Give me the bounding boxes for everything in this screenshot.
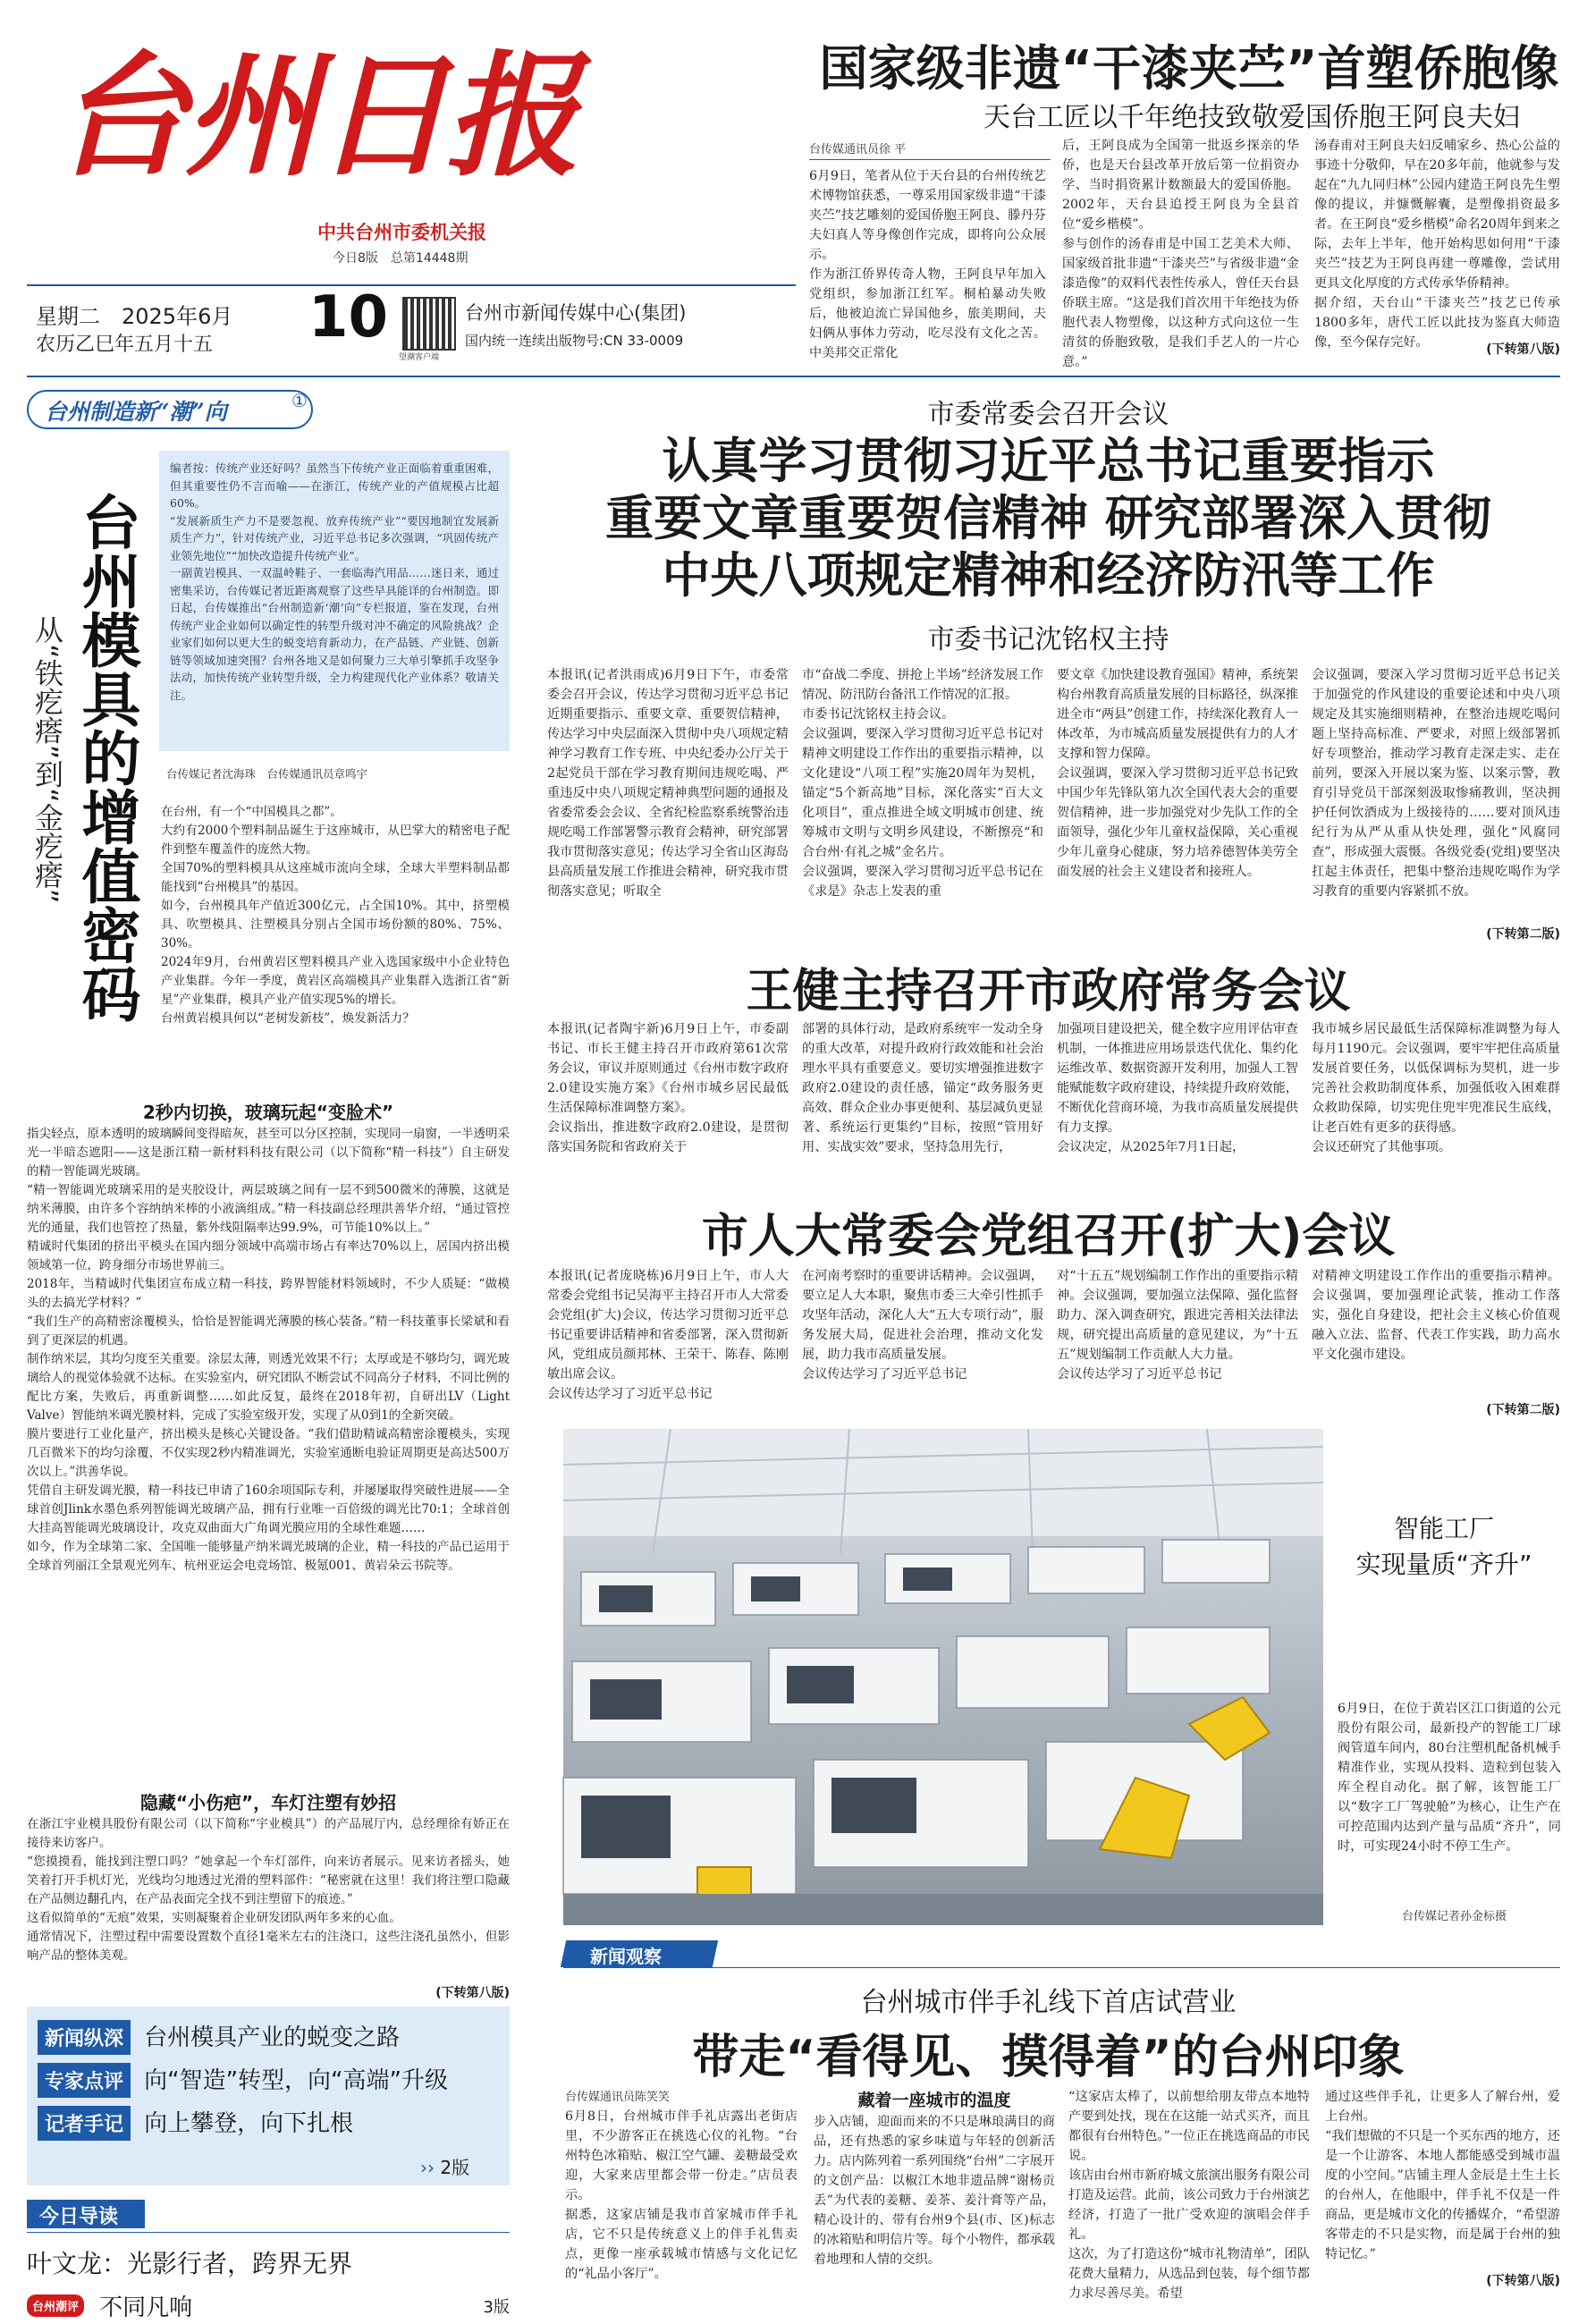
lead-kicker: 市委常委会召开会议 — [927, 399, 1169, 430]
masthead-issue: 今日8版 总第14448期 — [333, 251, 469, 266]
npc-title: 市人大常委会党组召开(扩大)会议 — [701, 1210, 1396, 1263]
observe-col2-heading: 藏着一座城市的温度 — [857, 2091, 1011, 2110]
observe-next[interactable]: (下转第八版) — [1486, 2274, 1560, 2288]
masthead-logo — [54, 36, 577, 215]
feature-series-number: ① — [291, 390, 308, 411]
observe-col-4: 通过这些伴手礼，让更多人了解台州，爱上台州。 “我们想做的不只是一个买东西的地方，还是一个让游客、本地人都能感受到城市温度的小空间。”店铺主理人金辰是土生土长的台州人，在他眼中，伴手礼不仅是一件商品，更是城市文化的传播媒介，“希望游客带走的不只是实物，而是属于台州的独特记忆。” — [1325, 2090, 1560, 2261]
feature-section-2-body: 在浙江宇业模具股份有限公司（以下简称“宇业模具”）的产品展厅内，总经理徐有娇正在接待来访客户。 “您摸摸看，能找到注塑口吗？”她拿起一个车灯部件，向来访者展示。见来访者摇头，她笑着打开手机灯光，光线均匀地透过光滑的塑料部件：“秘密就在这里！我们将注塑口隐藏在产品侧边翻孔内，在产品表面完全找不到注塑留下的痕迹。” 这看似简单的“无痕”效果，实则凝聚着企业研发团队两年多来的心血。 通常情况下，注塑过程中需要设置数个直径1毫米左右的注浇口，这些注浇孔虽然小，但影响产品的整体美观。 — [27, 1817, 510, 1963]
photo-caption: 6月9日，在位于黄岩区江口街道的公元股份有限公司，最新投产的智能工厂球阀管道车间内，80台注塑机配备机械手精准作业，实现从投料、造粒到包装入库全程自动化。据了解，该智能工厂以“数字工厂驾驶舱”为核心，让生产在可控范围内达到产量与品质“齐升”，同时，可实现24小时不停工生产。 — [1338, 1702, 1561, 1854]
guide-item-1[interactable] — [27, 2244, 510, 2280]
gov-title: 王健主持召开市政府常务会议 — [746, 965, 1351, 1018]
qr-code-icon[interactable] — [402, 297, 456, 351]
guide-title: 今日导读 — [39, 2206, 119, 2228]
feature-section-1-title: 2秒内切换，玻璃玩起“变脸术” — [142, 1102, 394, 1123]
npc-col-1: 本报讯(记者庞晓栋)6月9日上午，市人大常委会党组书记吴海平主持召开市人大常委会党组(扩大)会议，传达学习贯彻习近平总书记重要讲话精神和省委部署，深入贯彻新风，党组成员颜邦林、王荣干、陈春、陈刚敏出席会议。 会议传达学习了习近平总书记 — [547, 1269, 789, 1401]
masthead-day: 10 — [308, 284, 389, 351]
npc-col-2: 在河南考察时的重要讲话精神。会议强调，要立足人大本职，聚焦市委三大牵引性抓手攻坚年活动，深化人大“五大专项行动”，服务发展大局，促进社会治理，推动文化发展，助力我市高质量发展。 会议传达学习了习近平总书记 — [802, 1269, 1043, 1382]
guide-item-page: 3版 — [483, 2298, 510, 2317]
guide-item-text: 叶文龙：光影行者，跨界无界 — [27, 2249, 353, 2278]
guide-divider — [27, 2232, 510, 2233]
feature-vertical-subtitle: 从“铁疙瘩”到“金疙瘩” — [30, 615, 64, 904]
top-story-col-1: 6月9日，笔者从位于天台县的台州传统艺术博物馆获悉，一尊采用国家级非遗“干漆夹苎”技艺雕刻的爱国侨胞王阿良、滕丹芬夫妇真人等身像创作完成，即将向公众展示。 作为浙江侨界传奇人物，王阿良早年加入党组织，参加浙江红军。桐柏暴动失败后，他被迫流亡异国他乡，旅美期间，夫妇俩从事体力劳动，吃尽没有文化之苦。中美邦交正常化 — [809, 169, 1046, 360]
masthead-weekday: 星期二 2025年6月 — [36, 304, 233, 329]
npc-col-4: 对精神文明建设工作作出的重要指示精神。会议强调，要加强理论武装，推动工作落实，强化自身建设，把社会主义核心价值观融入立法、监督、代表工作实践，助力高水平文化强市建设。 — [1312, 1269, 1560, 1362]
newspaper-title: 台州日报 — [54, 38, 577, 195]
feature-section-1-body: 指尖轻点，原本透明的玻璃瞬间变得暗灰，甚至可以分区控制，实现同一扇窗，一半透明采光一半暗态遮阳——这是浙江精一新材料科技有限公司（以下简称“精一科技”）自主研发的精一智能调光玻璃。 “精一智能调光玻璃采用的是夹胶设计，两层玻璃之间有一层不到500微米的薄膜，这就是纳米薄膜，由许多个容纳纳米棒的小液滴组成。”精一科技副总经理洪善华介绍，“通过管控光的通量，我们也管控了热量，紫外线阻隔率达99.9%，可节能10%以上。” 精诚时代集团的挤出平模头在国内细分领域中高端市场占有率达70%以上，居国内挤出模领域第一位，跨身细分市场世界前三。 2018年，当精诚时代集团宣布成立精一科技，跨界智能材料领域时，不少人质疑：“做模头的去搞光学材料？” “我们生产的高精密涂覆模头，恰恰是智能调光薄膜的核心装备。”精一科技董事长梁斌和看到了更深层的机遇。 制作纳米层，其均匀度至关重要。涂层太薄，则透光效果不行；太厚或是不够均匀，调光玻璃给人的视觉体验就不达标。在实验室内，研究团队不断尝试不同高分子材料，不同比例的配比方案，失败后，再重新调整……如此反复，最终在2018年初，自研出LV（Light Valve）智能纳米调光膜材料，完成了实验室级开发，实现了从0到1的全新突破。 膜片要进行工业化量产，挤出模头是核心关键设备。“我们借助精诚高精密涂覆模头，实现几百微米下的均匀涂覆，不仅实现2秒内精准调光，实验室通断电验证周期更是高达500万次以上。”洪善华说。 凭借自主研发调光膜，精一科技已申请了160余项国际专利，并屡屡取得突破性进展——全球首创Jlink水墨色系列智能调光玻璃产品，拥有行业唯一百倍级的调光比70:1；全球首创大挂高智能调光玻璃设计，攻克双曲面大广角调光膜应用的全球性难题…… 如今，作为全球第二家、全国唯一能够量产纳米调光玻璃的企业，精一科技的产品已运用于全球首列丽江全景观光列车、杭州亚运会电竞场馆、极氪001、黄岩朵云书院等。 — [27, 1127, 510, 1573]
feature-editor-note: 编者按：传统产业还好吗？虽然当下传统产业正面临着重重困难，但其重要性仍不言而喻——在浙江，传统产业的产值规模占比超60%。 “发展新质生产力不是要忽视、放弃传统产业”“要因地制宜发展新质生产力”，针对传统产业，习近平总书记多次强调，“巩固传统产业领先地位”“加快改造提升传统产业”。 一副黄岩模具、一双温岭鞋子、一套临海汽用品……迷日来，通过密集采访，台传媒记者近距离观察了这些早具能详的台州制造。即日起，台传媒推出“台州制造新‘潮’向”专栏报道，鉴在发现，台州传统产业企业如何以确定性的转型升级对冲不确定的风险挑战？企业家们如何以更大生的蜕变培育新动力，在产品链、产业链、创新链等领域加速突围？台州各地又是如何聚力三大单引擎抓手攻坚争法动，加快传统产业转型升级，全力构建现代化产业体系？敬请关注。 — [159, 451, 510, 751]
gov-col-3: 加强项目建设把关，健全数字应用评估审查机制，一体推进应用场景迭代优化、集约化运维改革、数据资源开发利用，加强人工智能赋能数字政府建设，持续提升政府效能，不断优化营商环境，为我市高质量发展提供有力支撑。 会议决定，从2025年7月1日起， — [1057, 1022, 1298, 1154]
top-story-rule — [809, 159, 1051, 160]
masthead-divider — [27, 284, 796, 286]
npc-col-3: 对“十五五”规划编制工作作出的重要指示精神。会议强调，要加强立法保障、强化监督助力、深入调查研究，跟进完善相关法律法规，研究提出高质量的意见建议，为“十五五”规划编制工作贡献人大力量。 会议传达学习了习近平总书记 — [1057, 1269, 1298, 1382]
observe-col-2: 步入店铺，迎面而来的不只是琳琅满目的商品，还有热悉的家乡味道与年轻的创新活力。店内陈列着一系列围绕“台州”二字展开的文创产品：以椒江木地非遗品牌“谢杨贡丢”为代表的姜糖、姜茶、姜汁膏等产品，精心设计的、带有台州9个县(市、区)标志的冰箱贴和明信片等。每个小物件，都承载着地理和人情的交织。 — [814, 2115, 1055, 2267]
photo-caption-title: 智能工厂 实现量质“齐升” — [1355, 1514, 1532, 1579]
lead-col-1: 本报讯(记者洪雨成)6月9日下午，市委常委会召开会议，传达学习贯彻习近平总书记近期重要指示、重要文章、重要贺信精神，传达学习中央层面深入贯彻中央八项规定精神学习教育工作专班、中央纪委办公厅关于2起党员干部在学习教育期间违规吃喝、严重违反中央八项规定精神典型问题的通报及省委常委会会议、全省纪检监察系统警治违规吃喝工作部署警示教育会精神，研究部署我市贯彻落实意见；传达学习全省山区海岛县高质量发展工作推进会精神，研究我市贯彻落实意见；听取全 — [547, 668, 789, 899]
related-item-1[interactable] — [38, 2019, 502, 2055]
observe-rule — [563, 1967, 1560, 1968]
masthead-publisher: 台州市新闻传媒中心(集团) — [465, 302, 687, 324]
lead-title-line-2: 重要文章重要贺信精神 研究部署深入贯彻 — [605, 490, 1491, 546]
photo-credit: 台传媒记者孙金标摄 — [1402, 1910, 1507, 1923]
lead-next[interactable]: (下转第二版) — [1486, 927, 1560, 942]
lead-col-2: 市“奋战二季度、拼抢上半场”经济发展工作情况、防汛防台备汛工作情况的汇报。 市委书记沈铭权主持会议。 会议强调，要深入学习贯彻习近平总书记对精神文明建设工作作出的重要指示精神，以文化建设“八项工程”实施20周年为契机，锚定“5个新高地”目标，深化落实“百大文化项目”，重点推进全域文明城市创建、统筹城市文明与文明乡风建设，不断擦亮“和合台州·有礼之城”金名片。 会议强调，要深入学习贯彻习近平总书记在《求是》杂志上发表的重 — [802, 668, 1043, 899]
gov-col-2: 部署的具体行动，是政府系统牢一发动全身的重大改革，对提升政府行政效能和社会治理水平具有重要意义。要切实增强推进数字政府2.0建设的责任感，锚定“政务服务更高效、群众企业办事更便利、基层减负更显著、系统运行更集约”目标，按照“管用好用、实战实效”要求，坚持急用先行， — [802, 1022, 1043, 1154]
arrow-icon: ›› — [420, 2157, 435, 2178]
related-item-3[interactable] — [38, 2105, 502, 2141]
lead-col-3: 要文章《加快建设教育强国》精神，系统架构台州教育高质量发展的目标路径，纵深推进全市“两县”创建工作，持续深化教育人一体改革，为市城高质量发展提供有力的人才支撑和智力保障。 会议强调，要深入学习贯彻习近平总书记致中国少年先锋队第九次全国代表大会的重要贺信精神，进一步加强党对少先队工作的全面领导，强化少年儿童权益保障，关心重视少年儿童身心健康，努力培养德智体美劳全面发展的社会主义建设者和接班人。 — [1057, 668, 1298, 879]
feature-section-2-title: 隐藏“小伤疤”，车灯注塑有妙招 — [139, 1792, 397, 1813]
lead-title-line-3: 中央八项规定精神和经济防汛等工作 — [662, 547, 1435, 604]
related-item-2[interactable] — [38, 2062, 502, 2098]
lead-subtitle: 市委书记沈铭权主持 — [927, 624, 1169, 655]
feature-vertical-title: 台州模具的增值密码 — [72, 492, 140, 1023]
top-story-title: 国家级非遗“干漆夹苎”首塑侨胞像 — [819, 40, 1559, 97]
factory-photo — [563, 1429, 1323, 1925]
feature-next[interactable]: (下转第八版) — [435, 1986, 510, 2000]
qr-label: 望潮客户端 — [399, 353, 440, 362]
observe-title: 带走“看得见、摸得着”的台州印象 — [692, 2031, 1405, 2084]
related-tag: 专家点评 — [38, 2063, 131, 2098]
top-story-next[interactable]: (下转第八版) — [1486, 342, 1560, 357]
guide-badge: 台州潮评 — [27, 2294, 84, 2317]
observe-kicker: 台州城市伴手礼线下首店试营业 — [860, 1987, 1237, 2018]
related-text: 向“智造”转型，向“高端”升级 — [144, 2067, 448, 2094]
observe-tag: 新闻观察 — [590, 1946, 662, 1967]
observe-col-3: “这家店太棒了，以前想给朋友带点本地特产要到处找，现在在这能一站式买齐，而且都很有台州特色。”一位正在挑选商品的市民说。 该店由台州市新府城文旅演出服务有限公司打造及运营。此前，该公司致力于台州演艺经济，打造了一批广受欢迎的演唱会伴手礼。 这次，为了打造这份“城市礼物清单”，团队花费大量精力，从选品到包装，每个细节都力求尽善尽美。希望 — [1068, 2090, 1310, 2301]
gov-col-4: 我市城乡居民最低生活保障标准调整为每人每月1190元。会议强调，要牢牢把住高质量发展首要任务，以低保调标为契机，进一步完善社会救助制度体系，加强低收入困难群众救助保障，切实兜住兜牢兜准民生底线，让老百姓有更多的获得感。 会议还研究了其他事项。 — [1312, 1022, 1560, 1154]
guide-item-2[interactable] — [27, 2289, 510, 2321]
npc-next[interactable]: (下转第二版) — [1486, 1403, 1560, 1417]
top-story-col-3: 汤春甫对王阿良夫妇反哺家乡、热心公益的事迹十分敬仰，早在20多年前，他就参与发起在“九九同归林”公园内建造王阿良先生塑像的提议，并慷慨解囊，是塑像捐资最多者。在王阿良“爱乡楷模”命名20周年到来之际，去年上半年，他开始构思如何用“干漆夹苎”技艺为王阿良再建一尊雕像，尝试用更具文化厚度的方式传承华侨精神。 据介绍，天台山“干漆夹苎”技艺已传承1800多年，唐代工匠以此技为鉴真大师造像，至今保存完好。 — [1314, 139, 1560, 350]
top-story-subtitle: 天台工匠以千年绝技致敬爱国侨胞王阿良夫妇 — [983, 102, 1520, 133]
guide-item-text: 不同凡响 — [99, 2294, 193, 2321]
related-text: 向上攀登，向下扎根 — [144, 2110, 354, 2137]
related-tag: 记者手记 — [38, 2106, 131, 2141]
related-text: 台州模具产业的蜕变之路 — [144, 2024, 401, 2051]
related-page[interactable]: ›› 2版 — [420, 2157, 470, 2178]
gov-col-1: 本报讯(记者陶宇新)6月9日上午，市委副书记、市长王健主持召开市政府第61次常务会议，审议并原则通过《台州市数字政府2.0建设实施方案》《台州市城乡居民最低生活保障标准调整方案》。 会议指出，推进数字政府2.0建设，是贯彻落实国务院和省政府关于 — [547, 1022, 789, 1154]
top-divider — [27, 376, 1560, 377]
lead-col-4: 会议强调，要深入学习贯彻习近平总书记关于加强党的作风建设的重要论述和中央八项规定及其实施细则精神，在整治违规吃喝问题上坚持高标准、严要求，对照上级部署抓好专项整治，推动学习教育走深走实、走在前列，要深入开展以案为鉴、以案示警，教育引导党员干部深刻汲取惨痛教训，坚决拥护任何饮酒成为上级接待的……要对顶风违纪行为从严从重从快处理，强化“风腐同查”，形成强大震慑。各级党委(党组)要坚决扛起主体责任，把集中整治违规吃喝作为学习教育的重要内容紧抓不放。 — [1312, 668, 1560, 899]
feature-byline: 台传媒记者沈海珠 台传媒通讯员章鸣宇 — [166, 767, 368, 781]
feature-intro: 在台州，有一个“中国模具之都”。 大约有2000个塑料制品诞生于这座城市，从巴掌大的精密电子配件到整车覆盖件的庞然大物。 全国70%的塑料模具从这座城市流向全球，全球大半塑料制品都能找到“台州模具”的基因。 如今，台州模具年产值近300亿元，占全国10%。其中，挤塑模具、吹塑模具、注塑模具分别占全国市场份额的80%、75%、30%。 2024年9月，台州黄岩区塑料模具产业入选国家级中小企业特色产业集群。今年一季度，黄岩区高端模具产业集群入选浙江省“新星”产业集群，模具产业产值实现5%的增长。 台州黄岩模具何以“老树发新枝”，焕发新活力？ — [161, 805, 510, 1026]
masthead-cn: 国内统一连续出版物号:CN 33-0009 — [465, 333, 684, 349]
feature-series-title: 台州制造新“潮”向 — [45, 399, 227, 425]
top-story-col-2: 后，王阿良成为全国第一批返乡探亲的华侨，也是天台县改革开放后第一位捐资办学、当时捐资累计数额最大的爱国侨胞。2002年，天台县追授王阿良为全县首位“爱乡楷模”。 参与创作的汤春甫是中国工艺美术大师、国家级首批非遗“干漆夹苎”与省级非遗“金漆造像”的双料代表性传承人，曾任天台县侨联主席。“这是我们首次用干年绝技为侨胞代表人物塑像，以这种方式向这位一生清贫的侨胞致敬，是我们手艺人的一片心意。” — [1062, 139, 1299, 369]
observe-col-1: 6月8日，台州城市伴手礼店露出老街店里，不少游客正在挑选心仪的礼物。“台州特色冰箱贴、椒江空气罐、姜糖最受欢迎，大家来店里都会带一份走。”店员表示。 据悉，这家店铺是我市首家城市伴手礼店，它不只是传统意义上的伴手礼售卖点，更像一座承载城市情感与文化记忆的“礼品小客厅”。 — [565, 2109, 798, 2281]
lead-title-line-1: 认真学习贯彻习近平总书记重要指示 — [662, 433, 1435, 489]
observe-byline: 台传媒通讯员陈笑笑 — [565, 2091, 671, 2104]
related-tag: 新闻纵深 — [38, 2020, 131, 2055]
top-story-byline: 台传媒通讯员徐 平 — [809, 143, 907, 156]
masthead-lunar: 农历乙巳年五月十五 — [36, 334, 214, 356]
masthead-org: 中共台州市委机关报 — [317, 222, 486, 243]
